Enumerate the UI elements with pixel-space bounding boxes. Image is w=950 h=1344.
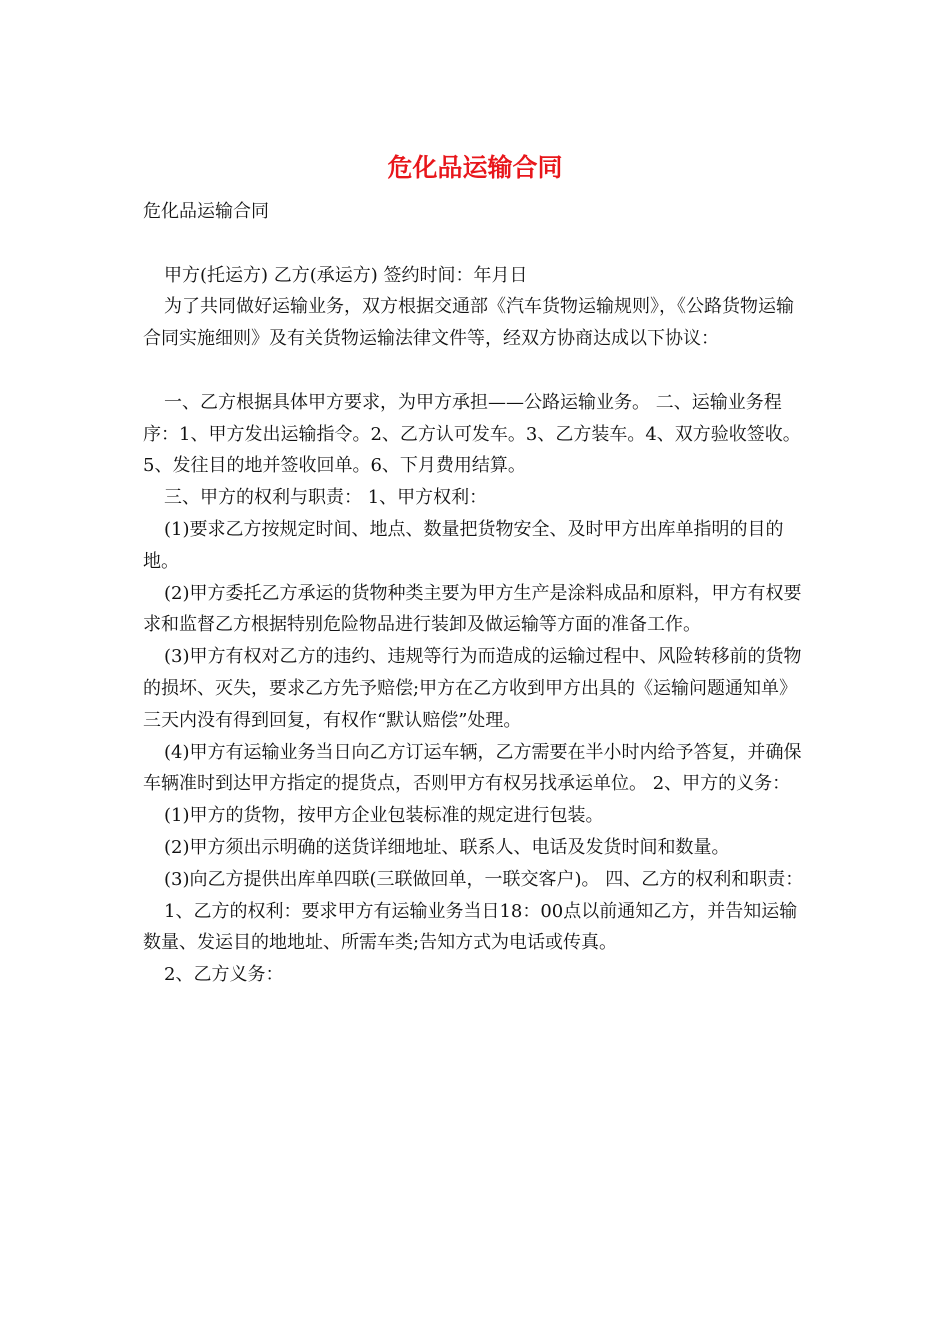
preamble-paragraph: 为了共同做好运输业务，双方根据交通部《汽车货物运输规则》，《公路货物运输合同实施细则》及有关货物运输法律文件等，经双方协商达成以下协议： <box>143 296 794 350</box>
clause-paragraph: (3)甲方有权对乙方的违约、违规等行为而造成的运输过程中、风险转移前的货物的损坏、灭失，要求乙方先予赔偿;甲方在乙方收到甲方出具的《运输问题通知单》三天内没有得到回复，有权作“默认赔偿”处理。 <box>143 646 802 731</box>
clause-paragraph: 三、甲方的权利与职责： 1、甲方权利： <box>164 487 488 509</box>
clause-paragraph: (1)甲方的货物，按甲方企业包装标准的规定进行包装。 <box>164 805 604 827</box>
clause-paragraph: 2、乙方义务： <box>164 964 284 986</box>
clause-paragraph: (2)甲方须出示明确的送货详细地址、联系人、电话及发货时间和数量。 <box>164 836 730 858</box>
document-body <box>143 196 809 991</box>
parties-line: 甲方(托运方) 乙方(承运方) 签约时间：年月日 <box>164 264 528 286</box>
clause-paragraph: (4)甲方有运输业务当日向乙方订运车辆，乙方需要在半小时内给予答复，并确保车辆准时到达甲方指定的提货点，否则甲方有权另找承运单位。 2、甲方的义务： <box>143 741 802 795</box>
document-title: 危化品运输合同 <box>387 153 563 182</box>
clause-paragraph: (1)要求乙方按规定时间、地点、数量把货物安全、及时甲方出库单指明的目的地。 <box>143 518 784 572</box>
clause-paragraph: (2)甲方委托乙方承运的货物种类主要为甲方生产是涂料成品和原料，甲方有权要求和监督乙方根据特别危险物品进行装卸及做运输等方面的准备工作。 <box>143 582 802 636</box>
clause-paragraph: 一、乙方根据具体甲方要求，为甲方承担——公路运输业务。 二、运输业务程序：1、甲方发出运输指令。2、乙方认可发车。3、乙方装车。4、双方验收签收。5、发往目的地并签收回单。6、下月费用结算。 <box>143 391 801 477</box>
clause-paragraph: 1、乙方的权利：要求甲方有运输业务当日18：00点以前通知乙方，并告知运输数量、发运目的地地址、所需车类;告知方式为电话或传真。 <box>143 900 798 954</box>
document-subtitle: 危化品运输合同 <box>143 201 269 222</box>
clause-paragraph: (3)向乙方提供出库单四联(三联做回单，一联交客户)。 四、乙方的权利和职责： <box>164 868 804 890</box>
